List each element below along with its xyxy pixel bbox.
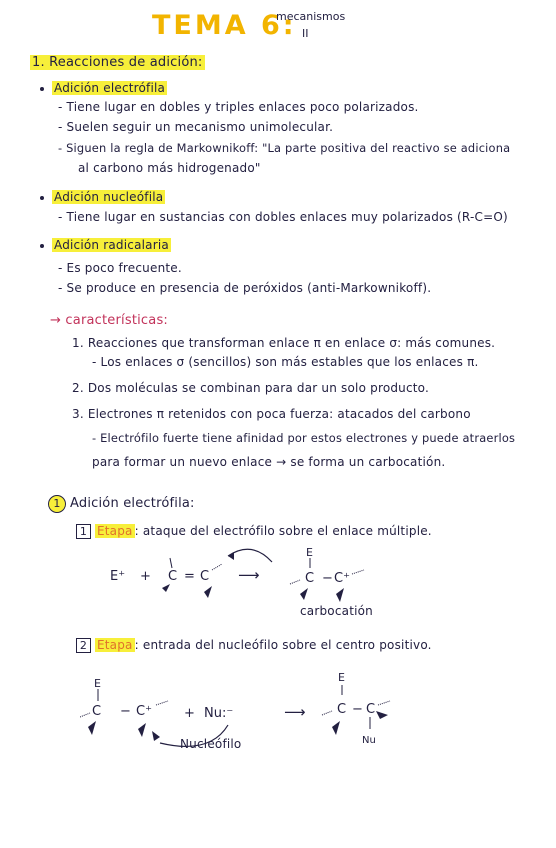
bullet-dot: [40, 87, 44, 91]
chem-carbon: C: [305, 571, 315, 586]
text-line: - Los enlaces σ (sencillos) son más estables que los enlaces π.: [92, 355, 479, 369]
etapa-number-box: 1: [76, 524, 91, 539]
wedge-bond: [336, 588, 344, 602]
hash-bond: [80, 713, 90, 717]
chem-carbon: C: [366, 702, 376, 717]
etapa-2-line: [76, 638, 432, 653]
chem-plus: +: [184, 706, 195, 721]
hash-bond: [352, 570, 364, 574]
reaction-arrow: ⟶: [284, 703, 306, 721]
page-subtitle: mecanismos: [276, 10, 346, 23]
caracteristicas-title: → características:: [50, 313, 168, 328]
page-subtitle-number: II: [302, 27, 309, 40]
bullet-dot: [40, 196, 44, 200]
etapa-text: : entrada del nucleófilo sobre el centro positivo.: [134, 638, 432, 652]
bullet-title: Adición radicalaria: [54, 238, 169, 252]
carbocation-caption: carbocatión: [300, 604, 373, 618]
bullet-nucleofila: [40, 190, 165, 204]
chem-plus: +: [140, 569, 151, 584]
arrowhead-icon: [152, 731, 160, 741]
wedge-bond: [204, 586, 212, 598]
etapa-1-line: [76, 524, 432, 539]
chem-bond: −: [120, 704, 131, 719]
hash-bond: [212, 564, 222, 570]
chem-carbon: C: [200, 569, 210, 584]
text-line: al carbono más hidrogenado": [78, 161, 261, 175]
chem-nu-product: Nu: [362, 735, 376, 746]
wedge-bond: [88, 721, 96, 735]
chem-e-plus: E⁺: [110, 569, 126, 584]
text-line: - Tiene lugar en sustancias con dobles enlaces muy polarizados (R-C=O): [58, 210, 508, 224]
text-line: 1. Reacciones que transforman enlace π en enlace σ: más comunes.: [72, 336, 496, 350]
chem-nucleophile: Nu:⁻: [204, 706, 234, 721]
bullet-title: Adición nucleófila: [54, 190, 164, 204]
text-line: - Siguen la regla de Markownikoff: "La parte positiva del reactivo se adiciona: [58, 141, 511, 155]
text-line: - Se produce en presencia de peróxidos (anti-Markownikoff).: [58, 281, 432, 295]
text-line: para formar un nuevo enlace → se forma un carbocatión.: [92, 455, 446, 469]
arrowhead-icon: [228, 552, 234, 560]
curved-arrow-icon: [228, 549, 272, 562]
hash-bond: [378, 701, 390, 705]
wedge-bond: [138, 723, 146, 737]
chem-e: E: [306, 546, 313, 559]
section-heading-text: Adición electrófila:: [70, 496, 195, 511]
chem-carbon: C: [168, 569, 178, 584]
wedge-bond: [300, 588, 308, 600]
hash-bond: [290, 580, 300, 584]
text-line: - Electrófilo fuerte tiene afinidad por estos electrones y puede atraerlos: [92, 431, 516, 445]
section-heading-text: 1. Reacciones de adición:: [32, 55, 203, 70]
etapa-label: Etapa: [97, 524, 133, 538]
wedge-bond: [376, 711, 388, 719]
chem-carbon: C: [337, 702, 347, 717]
chem-double-bond: =: [184, 569, 195, 584]
text-line: 3. Electrones π retenidos con poca fuerza: atacados del carbono: [72, 407, 471, 421]
scheme-etapa-1: [100, 540, 400, 612]
text-line: - Tiene lugar en dobles y triples enlaces poco polarizados.: [58, 100, 419, 114]
etapa-number-box: 2: [76, 638, 91, 653]
chem-e: E: [94, 677, 101, 690]
chem-carbocation: C⁺: [136, 704, 152, 719]
etapa-label: Etapa: [97, 638, 133, 652]
reaction-arrow: ⟶: [238, 566, 260, 584]
text-line: - Suelen seguir un mecanismo unimolecular.: [58, 120, 334, 134]
page-title: TEMA 6:: [152, 10, 297, 41]
etapa-text: : ataque del electrófilo sobre el enlace múltiple.: [134, 524, 432, 538]
section-number-badge: 1: [48, 495, 66, 513]
bullet-dot: [40, 244, 44, 248]
wedge-bond: [170, 558, 172, 568]
hash-bond: [322, 711, 332, 715]
section-heading-adicion-electrofila: [48, 495, 195, 513]
hash-bond: [156, 701, 168, 705]
nucleophile-caption: Nucleófilo: [180, 737, 242, 751]
chem-bond: −: [352, 702, 363, 717]
wedge-bond: [332, 721, 340, 735]
text-line: - Es poco frecuente.: [58, 261, 182, 275]
chem-bond: −: [322, 571, 333, 586]
bullet-radicalaria: [40, 238, 171, 252]
chem-e: E: [338, 671, 345, 684]
wedge-bond: [162, 584, 170, 592]
text-line: 2. Dos moléculas se combinan para dar un solo producto.: [72, 381, 430, 395]
chem-carbocation: C⁺: [334, 571, 350, 586]
section-heading-reacciones: [30, 55, 205, 70]
chem-carbon: C: [92, 704, 102, 719]
bullet-electrofila: [40, 81, 167, 95]
bullet-title: Adición electrófila: [54, 81, 166, 95]
